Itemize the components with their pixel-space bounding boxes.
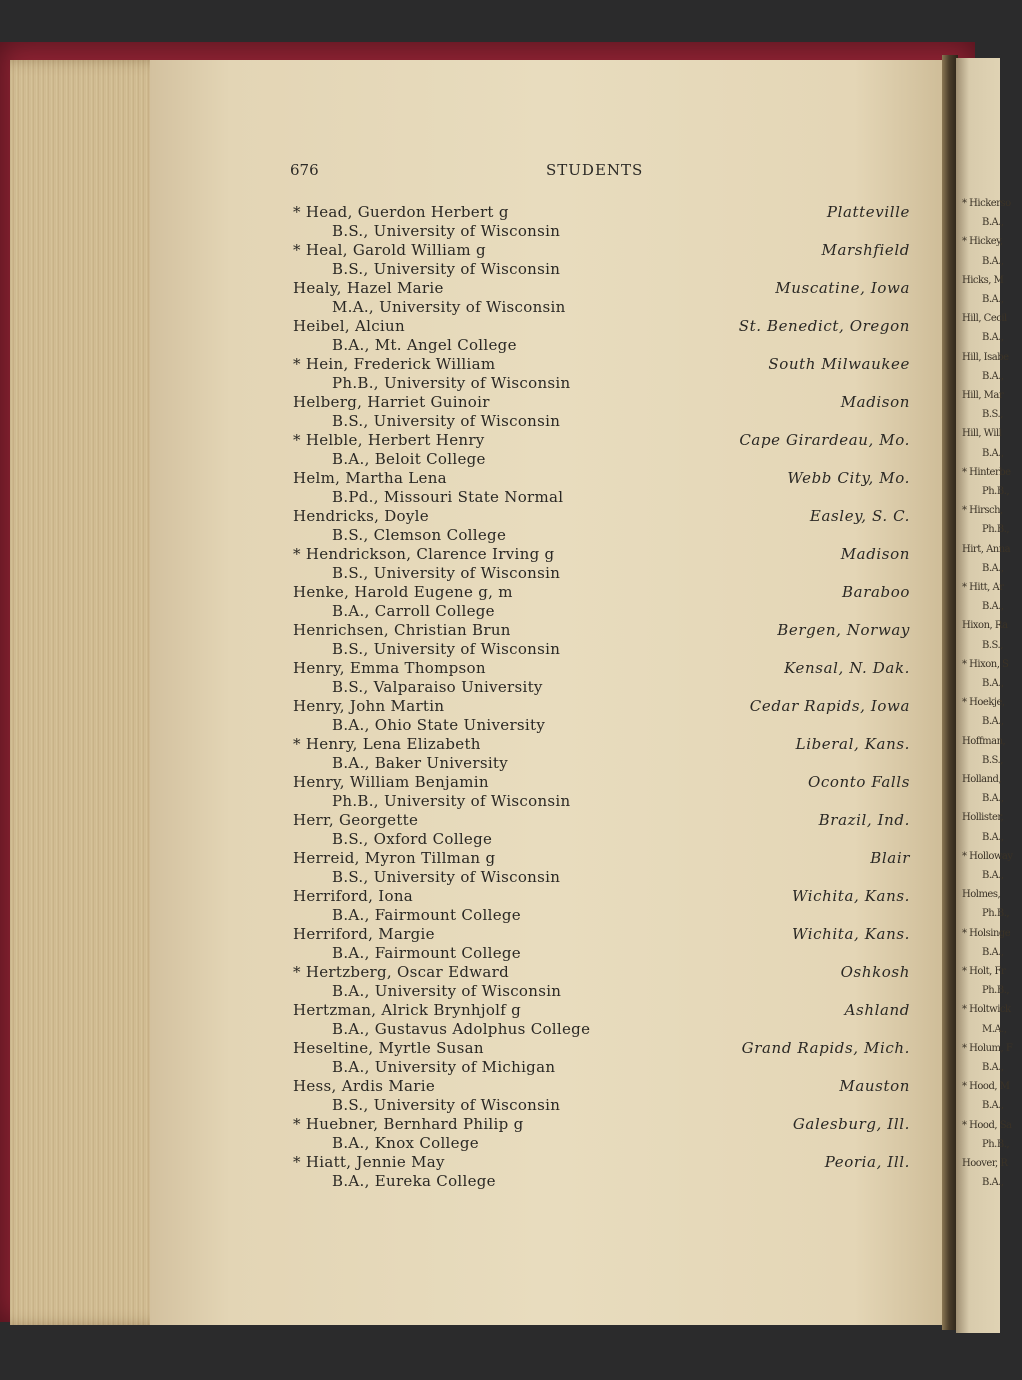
- student-name: * Hein, Frederick William: [293, 355, 496, 373]
- student-hometown: Easley, S. C.: [809, 507, 910, 525]
- facing-page-text: * Holloway: [962, 850, 1013, 862]
- student-name: Herriford, Margie: [293, 925, 435, 943]
- student-hometown: Muscatine, Iowa: [775, 279, 910, 297]
- student-hometown: Oshkosh: [840, 963, 910, 981]
- student-entry: [0, 279, 1000, 317]
- student-name: Helm, Martha Lena: [293, 469, 447, 487]
- facing-page-text: Hoffman,: [962, 735, 1006, 747]
- facing-page-text: B.A.,: [982, 255, 1004, 267]
- facing-page-text: * Hood, M: [962, 1081, 1010, 1093]
- student-degree: B.S., University of Wisconsin: [332, 868, 561, 886]
- facing-page-text: B.A.,: [982, 870, 1004, 881]
- student-hometown: Mauston: [839, 1077, 910, 1095]
- student-name: Healy, Hazel Marie: [293, 279, 444, 297]
- student-entry: [0, 317, 1000, 355]
- student-entry: [0, 963, 1006, 1001]
- facing-page-text: B.A.,: [982, 946, 1004, 958]
- student-degree: Ph.B., University of Wisconsin: [332, 792, 571, 810]
- student-hometown: Peoria, Ill.: [824, 1153, 910, 1171]
- student-hometown: Oconto Falls: [807, 773, 910, 791]
- facing-page-text: Hill, Cecil: [962, 313, 1007, 325]
- facing-page-text: B.A.,: [982, 831, 1004, 843]
- student-degree: B.A., University of Michigan: [332, 1058, 556, 1076]
- facing-page-text: B.A.,: [982, 793, 1004, 805]
- student-degree: B.A., Beloit College: [332, 450, 486, 468]
- facing-page-text: Ph.B.,: [982, 486, 1010, 497]
- student-entry: [0, 505, 1003, 545]
- student-degree: B.S., University of Wisconsin: [332, 222, 561, 240]
- student-entry: [0, 849, 1013, 887]
- student-hometown: St. Benedict, Oregon: [738, 317, 910, 335]
- student-entry: [0, 658, 1009, 697]
- student-hometown: Madison: [840, 545, 910, 563]
- student-name: * Henry, Lena Elizabeth: [293, 735, 481, 753]
- student-hometown: Wichita, Kans.: [792, 887, 910, 905]
- student-entry: [0, 1039, 1013, 1077]
- student-name: Hess, Ardis Marie: [293, 1077, 436, 1095]
- student-name: * Hendrickson, Clarence Irving g: [293, 545, 555, 563]
- facing-page-text: B.S.,: [982, 639, 1003, 651]
- student-hometown: Ashland: [844, 1001, 910, 1019]
- student-hometown: South Milwaukee: [768, 355, 910, 373]
- student-name: Herr, Georgette: [293, 811, 419, 829]
- student-entry: [0, 466, 1011, 507]
- student-degree: B.S., Oxford College: [332, 830, 493, 848]
- facing-page-text: B.A.,: [982, 294, 1004, 305]
- student-degree: B.S., University of Wisconsin: [332, 564, 561, 582]
- student-degree: B.A., Gustavus Adolphus College: [332, 1020, 591, 1038]
- student-name: Henry, Emma Thompson: [293, 659, 486, 677]
- student-hometown: Blair: [870, 849, 910, 867]
- facing-page-text: Hill, Isabe: [962, 351, 1009, 363]
- student-entry: [0, 811, 1004, 849]
- student-degree: B.S., University of Wisconsin: [332, 412, 561, 430]
- facing-page-text: * Hickerso: [962, 198, 1011, 209]
- facing-page-text: Ph.B.,: [982, 1138, 1010, 1150]
- student-hometown: Madison: [840, 393, 910, 411]
- student-entry: [0, 582, 1004, 621]
- facing-page-text: Hill, Will: [962, 428, 1002, 440]
- facing-page-text: B.S.,: [982, 409, 1003, 421]
- student-entry: [0, 925, 1011, 963]
- student-hometown: Brazil, Ind.: [818, 811, 910, 829]
- student-entry: [0, 543, 1011, 583]
- facing-page-text: Hixon, Ra: [962, 620, 1008, 632]
- student-degree: B.A., Knox College: [332, 1134, 479, 1152]
- student-hometown: Wichita, Kans.: [792, 925, 910, 943]
- facing-page-text: Hicks, M: [962, 274, 1004, 286]
- facing-page-text: B.A.,: [982, 370, 1004, 382]
- student-degree: B.S., University of Wisconsin: [332, 640, 561, 658]
- student-degree: B.A., University of Wisconsin: [332, 982, 562, 1000]
- student-hometown: Webb City, Mo.: [787, 469, 910, 487]
- student-name: Henry, William Benjamin: [293, 773, 489, 791]
- student-name: * Heal, Garold William g: [293, 241, 486, 259]
- facing-page-text: B.A.,: [982, 1062, 1004, 1073]
- facing-page-text: * Holsinge: [962, 927, 1011, 939]
- facing-page-text: Ph.B.,: [982, 985, 1010, 997]
- student-entry: [0, 355, 1000, 393]
- student-name: Helberg, Harriet Guinoir: [293, 393, 490, 411]
- student-degree: Ph.B., University of Wisconsin: [332, 374, 571, 392]
- student-degree: M.A., University of Wisconsin: [332, 298, 566, 316]
- student-entry: [0, 773, 1000, 811]
- facing-page-text: B.A.,: [982, 447, 1004, 459]
- student-degree: B.A., Mt. Angel College: [332, 336, 517, 354]
- facing-page-text: Holland,: [962, 774, 1002, 785]
- student-name: Henrichsen, Christian Brun: [293, 621, 511, 639]
- facing-page-text: * Holtwick: [962, 1004, 1011, 1016]
- facing-page-text: * Hitt, Ar: [962, 582, 1004, 593]
- student-hometown: Galesburg, Ill.: [792, 1115, 910, 1133]
- student-degree: B.S., Valparaiso University: [332, 678, 543, 696]
- student-entry: [0, 620, 1008, 659]
- student-entry: [0, 1001, 1011, 1039]
- facing-page-text: Holmes,: [962, 889, 1001, 901]
- student-name: Heibel, Alciun: [293, 317, 405, 335]
- student-entry: [0, 393, 1000, 431]
- facing-page-text: Hirt, Anna: [962, 543, 1011, 555]
- student-hometown: Cedar Rapids, Iowa: [749, 697, 910, 715]
- student-name: * Huebner, Bernhard Philip g: [293, 1115, 524, 1133]
- facing-page-text: Hoover, R: [962, 1158, 1008, 1169]
- student-hometown: Kensal, N. Dak.: [784, 659, 910, 677]
- facing-page-text: Ph.B.,: [982, 524, 1010, 536]
- student-name: * Hertzberg, Oscar Edward: [293, 963, 509, 981]
- facing-page-text: * Hirsch,: [962, 505, 1003, 517]
- facing-page-text: B.A.,: [982, 332, 1004, 344]
- facing-page-text: B.A.,: [982, 678, 1004, 689]
- facing-page-text: B.A.,: [982, 217, 1004, 229]
- student-degree: B.Pd., Missouri State Normal: [332, 488, 564, 506]
- page-number: 676: [290, 161, 319, 179]
- student-name: Herriford, Iona: [293, 887, 414, 905]
- student-hometown: Cape Girardeau, Mo.: [739, 431, 910, 449]
- student-degree: B.S., University of Wisconsin: [332, 260, 561, 278]
- facing-page-text: * Hood, Sa: [962, 1119, 1012, 1131]
- student-name: Herreid, Myron Tillman g: [293, 849, 496, 867]
- student-hometown: Platteville: [826, 203, 910, 221]
- student-degree: B.A., Carroll College: [332, 602, 495, 620]
- student-name: Heseltine, Myrtle Susan: [293, 1039, 484, 1057]
- facing-page-text: Ph.B.,: [982, 908, 1010, 920]
- student-entry: [0, 697, 1005, 735]
- facing-page-text: B.A.,: [982, 716, 1004, 728]
- student-entry: [0, 1115, 1012, 1153]
- student-entry: [0, 735, 1006, 773]
- student-name: Hendricks, Doyle: [293, 507, 429, 525]
- student-name: * Head, Guerdon Herbert g: [293, 203, 509, 221]
- student-hometown: Marshfield: [821, 241, 910, 259]
- student-name: * Hiatt, Jennie May: [293, 1153, 445, 1171]
- student-entry: [0, 1077, 1010, 1115]
- student-degree: B.A., Fairmount College: [332, 944, 521, 962]
- facing-page-text: B.A.,: [982, 562, 1004, 574]
- student-entry: [0, 431, 1000, 469]
- student-degree: B.S., Clemson College: [332, 526, 507, 544]
- facing-page-text: B.A.,: [982, 601, 1004, 613]
- running-head: STUDENTS: [546, 161, 644, 179]
- student-degree: B.S., University of Wisconsin: [332, 1096, 561, 1114]
- student-hometown: Bergen, Norway: [777, 621, 910, 639]
- student-degree: B.A., Fairmount College: [332, 906, 521, 924]
- facing-page-text: * Hinterbe: [962, 466, 1011, 478]
- student-hometown: Liberal, Kans.: [795, 735, 910, 753]
- facing-page-text: * Hickey,: [962, 236, 1003, 248]
- student-degree: B.A., Baker University: [332, 754, 509, 772]
- facing-page-text: * Holum, F: [962, 1042, 1013, 1054]
- student-hometown: Baraboo: [842, 583, 910, 601]
- student-entry: [0, 887, 1000, 925]
- facing-page-text: Hill, Mar: [962, 390, 1004, 401]
- student-name: Henry, John Martin: [293, 697, 445, 715]
- student-degree: B.A., Ohio State University: [332, 716, 546, 734]
- facing-page-text: * Holt, Fr: [962, 966, 1006, 977]
- facing-page-text: * Hoekje,: [962, 697, 1005, 709]
- student-name: Hertzman, Alrick Brynhjolf g: [293, 1001, 522, 1019]
- student-hometown: Grand Rapids, Mich.: [741, 1039, 910, 1057]
- student-entry: [0, 241, 1000, 279]
- facing-page-text: B.A.,: [982, 1177, 1004, 1189]
- student-entry: [0, 203, 1000, 241]
- student-name: Henke, Harold Eugene g, m: [293, 583, 513, 601]
- student-entry: [0, 1153, 1008, 1191]
- facing-page-text: * Hixon, S: [962, 658, 1009, 670]
- student-degree: B.A., Eureka College: [332, 1172, 496, 1190]
- facing-page-text: Hollister,: [962, 812, 1004, 824]
- student-name: * Helble, Herbert Henry: [293, 431, 485, 449]
- facing-page-text: B.S.,: [982, 754, 1003, 766]
- facing-page-text: B.A.,: [982, 1100, 1004, 1112]
- facing-page-text: M.A.,: [982, 1023, 1007, 1035]
